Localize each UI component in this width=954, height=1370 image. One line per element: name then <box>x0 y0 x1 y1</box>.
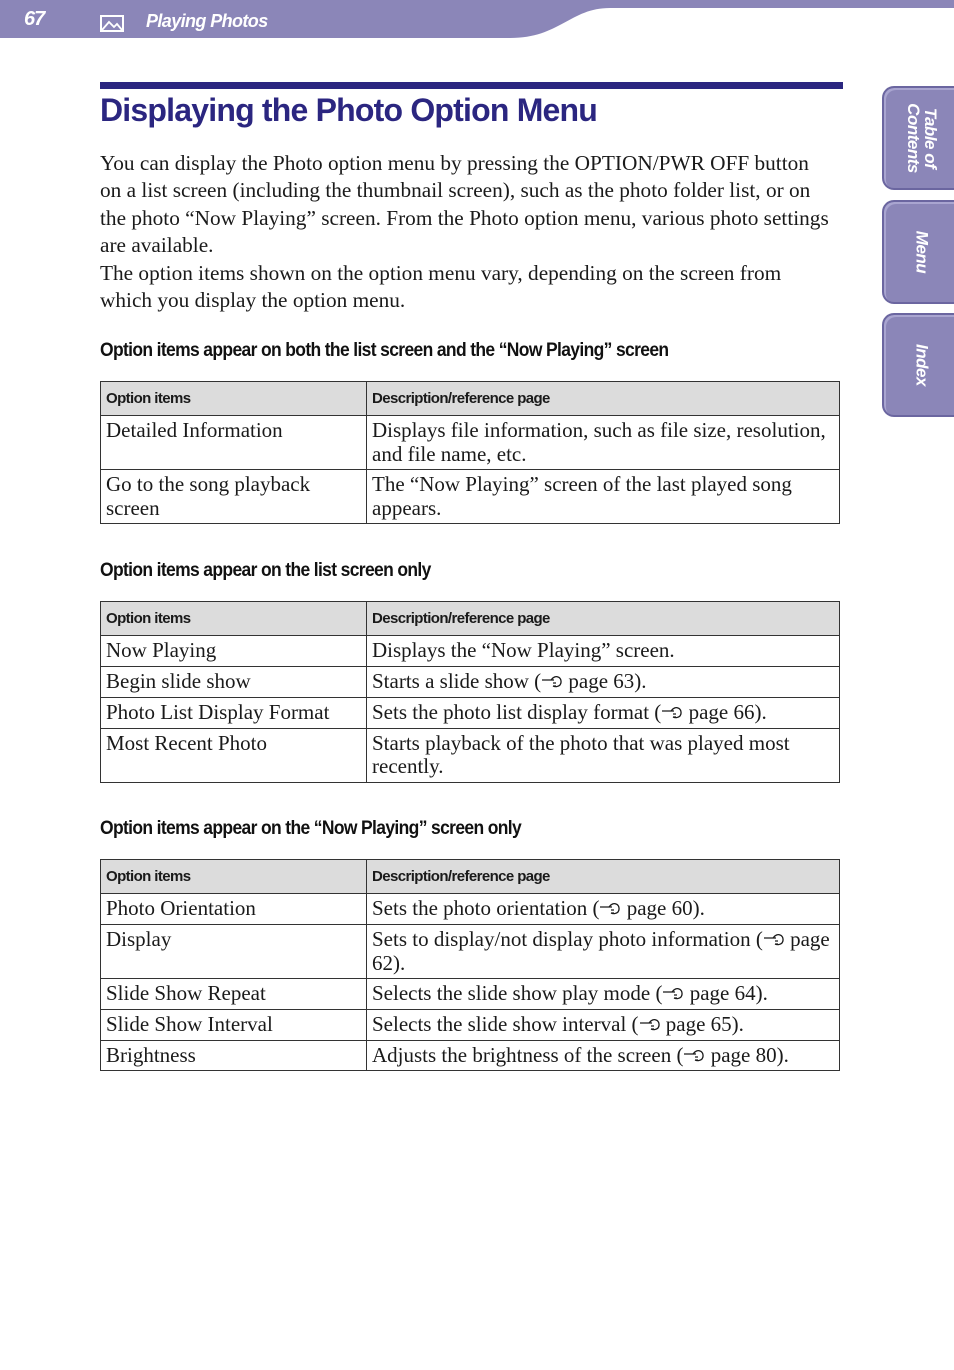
desc-text: page 64). <box>684 981 768 1005</box>
tab-table-of-contents[interactable] <box>882 86 954 190</box>
option-item: Slide Show Repeat <box>101 979 367 1010</box>
column-header-items: Option items <box>101 382 367 416</box>
option-description <box>367 979 840 1010</box>
desc-text: Sets the photo orientation ( <box>372 896 600 920</box>
option-item: Display <box>101 925 367 979</box>
option-item: Detailed Information <box>101 416 367 470</box>
desc-text: Adjusts the brightness of the screen ( <box>372 1042 684 1067</box>
intro-text <box>100 150 830 314</box>
column-header-description: Description/reference page <box>367 602 840 636</box>
pointing-hand-icon <box>661 705 683 720</box>
desc-text: page 65). <box>660 1011 744 1036</box>
table-row <box>101 894 840 925</box>
option-description <box>367 894 840 925</box>
column-header-description: Description/reference page <box>367 860 840 894</box>
pointing-hand-icon <box>639 1017 661 1032</box>
column-header-description: Description/reference page <box>367 382 840 416</box>
table-row <box>101 728 840 782</box>
option-description <box>367 925 840 979</box>
page-header <box>0 0 954 40</box>
tab-index[interactable] <box>882 313 954 417</box>
table-header-row <box>101 860 840 894</box>
page-number: 67 <box>24 8 45 30</box>
column-header-items: Option items <box>101 602 367 636</box>
option-item: Photo List Display Format <box>101 697 367 728</box>
table-row <box>101 416 840 470</box>
option-item: Brightness <box>101 1040 367 1071</box>
pointing-hand-icon <box>763 932 785 947</box>
option-item: Begin slide show <box>101 667 367 698</box>
title-rule <box>100 82 843 89</box>
option-table-both <box>100 381 840 524</box>
desc-text: Sets the photo list display format ( <box>372 699 662 724</box>
table-row <box>101 470 840 524</box>
pointing-hand-icon <box>662 986 684 1001</box>
option-table-list <box>100 601 840 783</box>
pointing-hand-icon <box>683 1048 705 1063</box>
option-description: Starts playback of the photo that was played most recently. <box>367 728 840 782</box>
option-description <box>367 1040 840 1071</box>
header-band <box>0 0 954 40</box>
column-header-items: Option items <box>101 860 367 894</box>
desc-text: Starts a slide show ( <box>372 669 542 693</box>
option-item: Most Recent Photo <box>101 728 367 782</box>
option-description <box>367 1009 840 1040</box>
desc-text: page 80). <box>705 1042 789 1067</box>
option-description <box>367 667 840 698</box>
desc-text: page 66). <box>683 699 767 724</box>
pointing-hand-icon <box>541 674 563 689</box>
section-heading: Option items appear on both the list screen and the “Now Playing” screen <box>100 340 669 361</box>
table-row <box>101 667 840 698</box>
intro-paragraph: The option items shown on the option menu vary, depending on the screen from which you display the option menu. <box>100 260 782 313</box>
section-name: Playing Photos <box>146 11 268 31</box>
table-row <box>101 979 840 1010</box>
option-description <box>367 697 840 728</box>
option-item: Now Playing <box>101 636 367 667</box>
option-description: The “Now Playing” screen of the last played song appears. <box>367 470 840 524</box>
option-item: Go to the song playback screen <box>101 470 367 524</box>
table-header-row <box>101 382 840 416</box>
table-row <box>101 1040 840 1071</box>
desc-text: page 60). <box>621 896 705 920</box>
tab-menu[interactable] <box>882 200 954 304</box>
page-title: Displaying the Photo Option Menu <box>100 92 598 128</box>
section-heading: Option items appear on the “Now Playing” screen only <box>100 818 522 839</box>
pointing-hand-icon <box>599 901 621 916</box>
photo-icon <box>100 15 124 33</box>
section-heading: Option items appear on the list screen only <box>100 560 431 581</box>
desc-text: Selects the slide show interval ( <box>372 1011 639 1036</box>
option-item: Slide Show Interval <box>101 1009 367 1040</box>
table-row <box>101 1009 840 1040</box>
desc-text: page 62). <box>372 927 830 975</box>
tab-label: Table of Contents <box>904 103 940 173</box>
tab-label: Menu <box>912 230 932 274</box>
desc-text: page 63). <box>563 669 647 693</box>
desc-text: Selects the slide show play mode ( <box>372 981 663 1005</box>
table-header-row <box>101 602 840 636</box>
table-row <box>101 925 840 979</box>
option-table-now-playing <box>100 859 840 1071</box>
table-row <box>101 697 840 728</box>
desc-text: Sets to display/not display photo information ( <box>372 927 763 951</box>
table-row <box>101 636 840 667</box>
tab-label: Index <box>912 344 932 386</box>
option-description: Displays the “Now Playing” screen. <box>367 636 840 667</box>
option-item: Photo Orientation <box>101 894 367 925</box>
option-description: Displays file information, such as file size, resolution, and file name, etc. <box>367 416 840 470</box>
intro-paragraph: You can display the Photo option menu by pressing the OPTION/PWR OFF button on a list screen (including the thumbnail screen), such as the photo folder list, or on the photo “Now Playing” screen. From the Photo option menu, various photo settings are available. <box>100 151 829 258</box>
